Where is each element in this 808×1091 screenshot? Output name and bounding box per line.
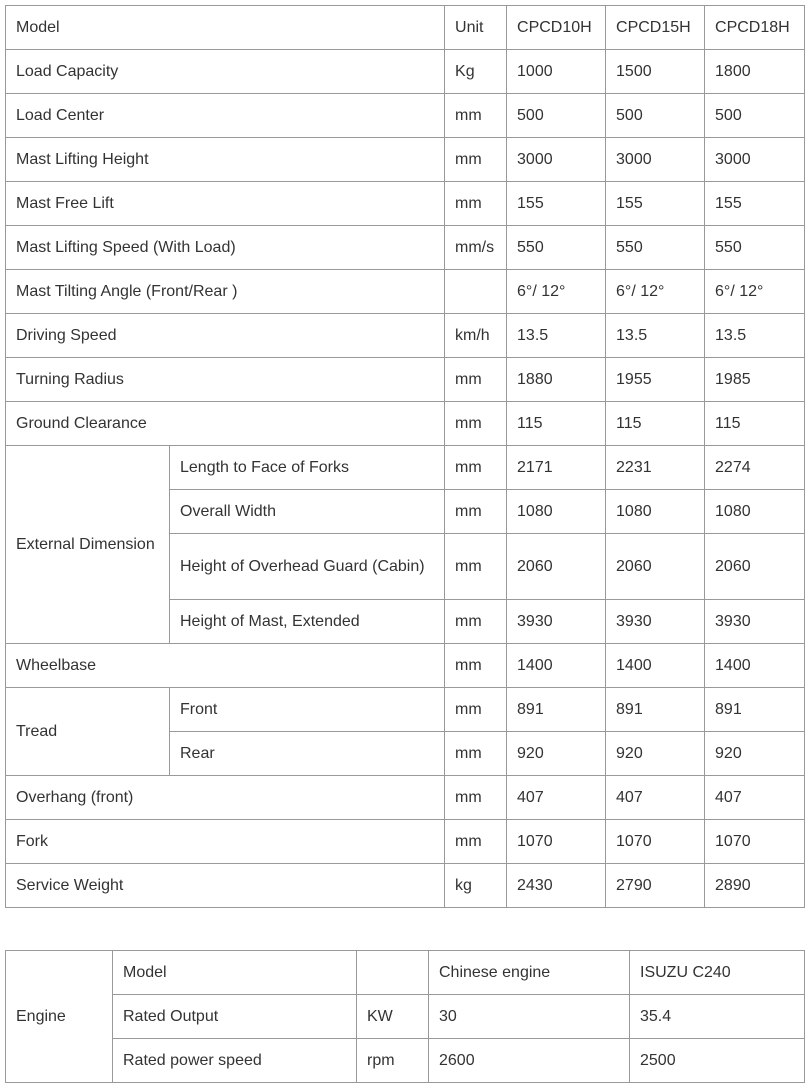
table-row [6, 995, 805, 1039]
table-row [6, 138, 805, 182]
table-row [6, 50, 805, 94]
row-label: Ground Clearance [6, 402, 445, 446]
row-value: 891 [705, 688, 805, 732]
row-label: Turning Radius [6, 358, 445, 402]
row-value: 30 [429, 995, 630, 1039]
header-model-cell: Model [6, 6, 445, 50]
row-unit: mm [445, 600, 507, 644]
row-value: 1955 [606, 358, 705, 402]
header-model-col: CPCD10H [507, 6, 606, 50]
row-value: 1070 [705, 820, 805, 864]
table-row [6, 94, 805, 138]
engine-table [5, 950, 805, 1083]
row-label: Front [170, 688, 445, 732]
table-row [6, 358, 805, 402]
table-row [6, 270, 805, 314]
row-unit: mm [445, 732, 507, 776]
row-value: 550 [606, 226, 705, 270]
header-row [6, 6, 805, 50]
group-label-engine: Engine [6, 951, 113, 1083]
row-value: 500 [705, 94, 805, 138]
row-unit: mm [445, 490, 507, 534]
row-value: 1080 [507, 490, 606, 534]
row-label: Overall Width [170, 490, 445, 534]
header-unit-cell: Unit [445, 6, 507, 50]
row-value: 6°/ 12° [606, 270, 705, 314]
row-value: 920 [507, 732, 606, 776]
row-unit: mm [445, 358, 507, 402]
row-unit: mm/s [445, 226, 507, 270]
row-value: 1400 [606, 644, 705, 688]
row-label: Fork [6, 820, 445, 864]
row-value: 550 [507, 226, 606, 270]
row-value: 1400 [705, 644, 805, 688]
row-unit: KW [357, 995, 429, 1039]
row-unit: km/h [445, 314, 507, 358]
row-label: Overhang (front) [6, 776, 445, 820]
row-value: 891 [606, 688, 705, 732]
table-row [6, 314, 805, 358]
row-unit: mm [445, 820, 507, 864]
row-value: 1500 [606, 50, 705, 94]
row-label: Length to Face of Forks [170, 446, 445, 490]
table-row [6, 446, 805, 490]
row-value: 6°/ 12° [705, 270, 805, 314]
row-value: 155 [507, 182, 606, 226]
row-label: Height of Overhead Guard (Cabin) [170, 534, 445, 600]
row-value: 500 [606, 94, 705, 138]
row-value: 2060 [507, 534, 606, 600]
row-unit [357, 951, 429, 995]
row-value: 115 [507, 402, 606, 446]
row-unit [445, 270, 507, 314]
row-unit: mm [445, 402, 507, 446]
row-label: Height of Mast, Extended [170, 600, 445, 644]
row-label: Rated power speed [113, 1039, 357, 1083]
row-unit: mm [445, 534, 507, 600]
row-value: 13.5 [705, 314, 805, 358]
row-label: Mast Lifting Height [6, 138, 445, 182]
table-row [6, 951, 805, 995]
row-value: 13.5 [606, 314, 705, 358]
row-unit: kg [445, 864, 507, 908]
row-value: 2274 [705, 446, 805, 490]
header-model-col: CPCD15H [606, 6, 705, 50]
row-value: 2060 [705, 534, 805, 600]
row-value: 2600 [429, 1039, 630, 1083]
row-value: 500 [507, 94, 606, 138]
spec-table [5, 5, 805, 908]
row-value: 3930 [606, 600, 705, 644]
row-value: 13.5 [507, 314, 606, 358]
row-value: 3000 [606, 138, 705, 182]
row-value: 2890 [705, 864, 805, 908]
row-label: Service Weight [6, 864, 445, 908]
table-row [6, 402, 805, 446]
row-label: Mast Free Lift [6, 182, 445, 226]
row-value: 3000 [507, 138, 606, 182]
row-unit: mm [445, 138, 507, 182]
table-row [6, 226, 805, 270]
row-value: 1000 [507, 50, 606, 94]
row-value: 6°/ 12° [507, 270, 606, 314]
row-value: 3000 [705, 138, 805, 182]
row-unit: mm [445, 446, 507, 490]
row-value: 115 [606, 402, 705, 446]
row-value: Chinese engine [429, 951, 630, 995]
row-value: ISUZU C240 [630, 951, 805, 995]
table-row [6, 688, 805, 732]
row-value: 155 [606, 182, 705, 226]
row-value: 2231 [606, 446, 705, 490]
row-value: 1985 [705, 358, 805, 402]
row-value: 1800 [705, 50, 805, 94]
row-label: Mast Lifting Speed (With Load) [6, 226, 445, 270]
row-label: Wheelbase [6, 644, 445, 688]
table-row [6, 644, 805, 688]
row-value: 2060 [606, 534, 705, 600]
row-label: Load Capacity [6, 50, 445, 94]
row-value: 920 [705, 732, 805, 776]
row-value: 2790 [606, 864, 705, 908]
table-row [6, 864, 805, 908]
row-value: 1880 [507, 358, 606, 402]
header-model-col: CPCD18H [705, 6, 805, 50]
row-unit: mm [445, 776, 507, 820]
row-label: Mast Tilting Angle (Front/Rear ) [6, 270, 445, 314]
row-value: 407 [705, 776, 805, 820]
row-value: 920 [606, 732, 705, 776]
row-value: 2171 [507, 446, 606, 490]
row-label: Driving Speed [6, 314, 445, 358]
row-value: 1070 [507, 820, 606, 864]
row-value: 550 [705, 226, 805, 270]
row-value: 1080 [705, 490, 805, 534]
group-label-external-dimension: External Dimension [6, 446, 170, 644]
row-value: 3930 [507, 600, 606, 644]
row-value: 35.4 [630, 995, 805, 1039]
row-label: Rated Output [113, 995, 357, 1039]
table-row [6, 820, 805, 864]
table-row [6, 776, 805, 820]
row-value: 2500 [630, 1039, 805, 1083]
row-value: 1400 [507, 644, 606, 688]
row-unit: mm [445, 182, 507, 226]
row-value: 407 [507, 776, 606, 820]
row-label: Load Center [6, 94, 445, 138]
row-label: Rear [170, 732, 445, 776]
row-label: Model [113, 951, 357, 995]
row-unit: Kg [445, 50, 507, 94]
row-value: 3930 [705, 600, 805, 644]
row-unit: rpm [357, 1039, 429, 1083]
row-unit: mm [445, 94, 507, 138]
row-value: 155 [705, 182, 805, 226]
row-unit: mm [445, 644, 507, 688]
row-value: 2430 [507, 864, 606, 908]
row-unit: mm [445, 688, 507, 732]
row-value: 1070 [606, 820, 705, 864]
row-value: 891 [507, 688, 606, 732]
table-row [6, 1039, 805, 1083]
row-value: 115 [705, 402, 805, 446]
group-label-tread: Tread [6, 688, 170, 776]
row-value: 407 [606, 776, 705, 820]
table-row [6, 182, 805, 226]
row-value: 1080 [606, 490, 705, 534]
